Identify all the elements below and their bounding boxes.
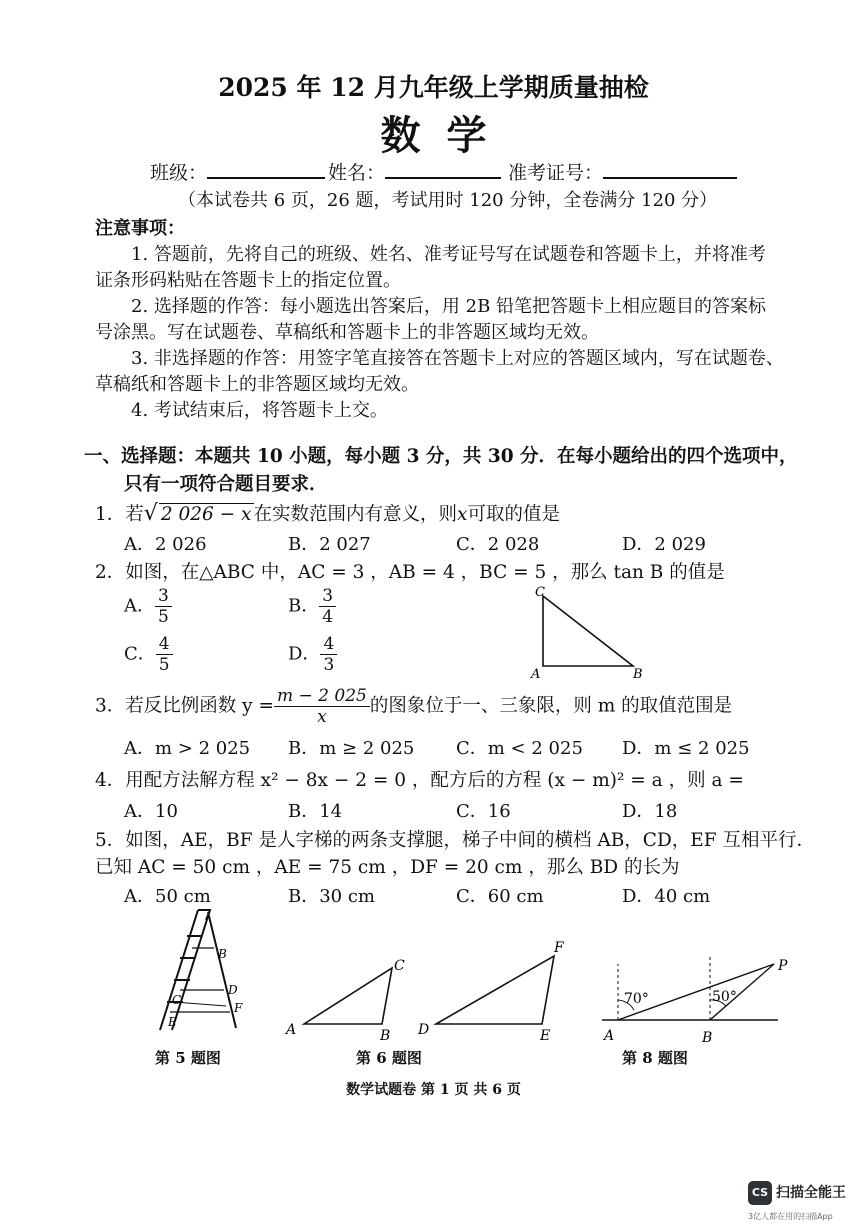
note-2b: 号涂黑。写在试题卷、草稿纸和答题卡上的非答题区域均无效。: [95, 322, 599, 343]
q2-option-b-label: B．: [288, 595, 320, 617]
label-a: A: [604, 1028, 615, 1044]
fig6-caption: 第 6 题图: [356, 1049, 422, 1067]
similar-triangles-figure: [280, 938, 580, 1048]
q1-option-a: A．2 026: [124, 534, 207, 555]
section-heading-line1: 一、选择题：本题共 10 小题，每小题 3 分，共 30 分．在每小题给出的四个选项中，: [84, 446, 798, 467]
watermark-name: 扫描全能王: [776, 1185, 846, 1201]
class-label: 班级：: [150, 162, 208, 184]
q1-radicand: 2 026 − x: [160, 504, 252, 525]
q1-option-d: D．2 029: [622, 534, 706, 555]
q3-pre: 若反比例函数 y =: [125, 695, 274, 717]
q1-pre: 若: [125, 504, 144, 525]
sqrt-sign: √: [143, 501, 158, 526]
bearing-figure: [596, 948, 786, 1048]
name-label: 姓名：: [328, 162, 386, 184]
label-e: E: [540, 1028, 551, 1044]
q1-option-b: B．2 027: [288, 534, 371, 555]
q5-option-a: A．50 cm: [124, 886, 211, 907]
denominator: 5: [158, 607, 169, 627]
question-3: [95, 686, 732, 727]
triangle-abc: [543, 596, 633, 666]
q2-fraction-d: [320, 634, 337, 675]
note-1a: 1. 答题前，先将自己的班级、姓名、准考证号写在试题卷和答题卡上，并将准考: [131, 244, 766, 265]
q2-fraction-c: [156, 634, 173, 675]
note-2a: 2. 选择题的作答：每小题选出答案后，用 2B 铅笔把答题卡上相应题目的答案标: [131, 296, 767, 317]
q3-post: 的图象位于一、三象限，则 m 的取值范围是: [369, 695, 733, 717]
q4-number: 4．: [95, 770, 126, 791]
ladder-right-rail: [208, 912, 236, 1028]
label-b: B: [702, 1030, 713, 1046]
triangle-def: [436, 956, 554, 1024]
brace: [174, 1002, 226, 1006]
label-p: P: [778, 958, 788, 974]
label-c: C: [394, 958, 405, 974]
numerator: 4: [156, 634, 173, 655]
note-1b: 证条形码粘贴在答题卡上的指定位置。: [95, 270, 401, 291]
q1-option-c: C．2 028: [456, 534, 540, 555]
fig8-caption: 第 8 题图: [622, 1049, 688, 1067]
q3-number: 3．: [95, 695, 126, 717]
question-4: [95, 766, 744, 792]
label-b: B: [380, 1028, 391, 1044]
q2-option-d-label: D．: [288, 643, 321, 665]
notes-heading: 注意事项：: [95, 218, 185, 239]
q1-var: x: [457, 504, 468, 525]
page-footer: 数学试题卷 第 1 页 共 6 页: [346, 1082, 521, 1098]
label-b: B: [633, 667, 643, 682]
q2-fraction-b: [319, 586, 336, 627]
q5-option-d: D．40 cm: [622, 886, 711, 907]
note-3a: 3. 非选择题的作答：用签字笔直接答在答题卡上对应的答题区域内，写在试题卷、: [131, 348, 784, 369]
q3-option-b: B．m ≥ 2 025: [288, 738, 415, 759]
ladder-label-b: B: [218, 947, 227, 961]
label-a: A: [286, 1022, 297, 1038]
exam-no-field: [508, 158, 737, 185]
q4-option-d: D．18: [622, 801, 678, 822]
q3-option-a: A．m > 2 025: [124, 738, 251, 759]
section-heading-line2: 只有一项符合题目要求．: [124, 474, 328, 495]
q4-option-c: C．16: [456, 801, 511, 822]
numerator: 3: [319, 586, 336, 607]
q4-option-a: A．10: [124, 801, 178, 822]
numerator: m − 2 025: [274, 686, 370, 707]
q2-option-d: [288, 634, 337, 675]
question-1: [95, 500, 560, 526]
q5-option-c: C．60 cm: [456, 886, 544, 907]
label-f: F: [554, 940, 564, 956]
fig5-caption: 第 5 题图: [155, 1049, 221, 1067]
denominator: 5: [158, 655, 170, 675]
camscanner-logo-icon: CS: [748, 1181, 772, 1205]
q2-number: 2．: [95, 562, 126, 583]
q2-option-c: [124, 634, 173, 675]
note-3b: 草稿纸和答题卡上的非答题区域均无效。: [95, 374, 419, 395]
denominator: x: [317, 707, 327, 727]
angle-label-70: 70°: [624, 991, 649, 1007]
exam-info: （本试卷共 6 页，26 题，考试用时 120 分钟，全卷满分 120 分）: [178, 190, 718, 211]
label-d: D: [418, 1022, 430, 1038]
q3-fraction: [274, 686, 370, 727]
q5-option-b: B．30 cm: [288, 886, 376, 907]
exam-title: 2025 年 12 月九年级上学期质量抽检: [218, 73, 649, 102]
ladder-label-e: E: [168, 1015, 177, 1029]
note-4: 4. 考试结束后，将答题卡上交。: [131, 400, 388, 421]
q5-number: 5．: [95, 830, 126, 851]
numerator: 3: [155, 586, 172, 607]
q5-text-line2: 已知 AC = 50 cm ，AE = 75 cm ，DF = 20 cm ，那么 BD 的长为: [95, 857, 680, 878]
class-field: [150, 158, 325, 185]
class-blank: [207, 159, 325, 179]
exam-no-blank: [603, 159, 737, 179]
q2-option-a: [124, 586, 172, 627]
q1-post2: 可取的值是: [467, 504, 560, 525]
q2-option-a-label: A．: [124, 595, 155, 617]
q2-option-b: [288, 586, 336, 627]
label-a: A: [531, 667, 541, 682]
triangle-abc: [304, 968, 392, 1024]
denominator: 3: [323, 655, 335, 675]
q1-post: 在实数范围内有意义，则: [253, 504, 458, 525]
numerator: 4: [320, 634, 337, 655]
name-field: [328, 158, 501, 185]
q5-text-line1: 如图，AE，BF 是人字梯的两条支撑腿，梯子中间的横档 AB，CD，EF 互相平行．: [125, 830, 816, 851]
ladder-label-f: F: [234, 1001, 243, 1015]
ladder-figure: [140, 906, 270, 1036]
exam-no-label: 准考证号：: [508, 162, 604, 184]
q2-triangle-figure: [525, 582, 655, 682]
watermark-tagline: 3亿人都在用的扫描App: [748, 1212, 833, 1221]
q4-option-b: B．14: [288, 801, 343, 822]
angle-label-50: 50°: [712, 989, 737, 1005]
question-5-line1: [95, 826, 815, 852]
ladder-label-c: C: [172, 993, 182, 1007]
q3-option-c: C．m < 2 025: [456, 738, 583, 759]
name-blank: [385, 159, 501, 179]
q4-text: 用配方法解方程 x² − 8x − 2 = 0 ，配方后的方程 (x − m)² = a ，则 a =: [125, 770, 744, 791]
denominator: 4: [322, 607, 334, 627]
q1-number: 1．: [95, 504, 126, 525]
q3-option-d: D．m ≤ 2 025: [622, 738, 750, 759]
label-c: C: [535, 585, 545, 600]
q2-fraction-a: [155, 586, 172, 627]
q2-option-c-label: C．: [124, 643, 156, 665]
ladder-label-d: D: [228, 983, 238, 997]
question-2: [95, 558, 725, 584]
subject-title: 数学: [380, 112, 513, 159]
q2-text: 如图，在△ABC 中，AC = 3 ，AB = 4 ，BC = 5 ，那么 tan B 的值是: [125, 562, 725, 583]
